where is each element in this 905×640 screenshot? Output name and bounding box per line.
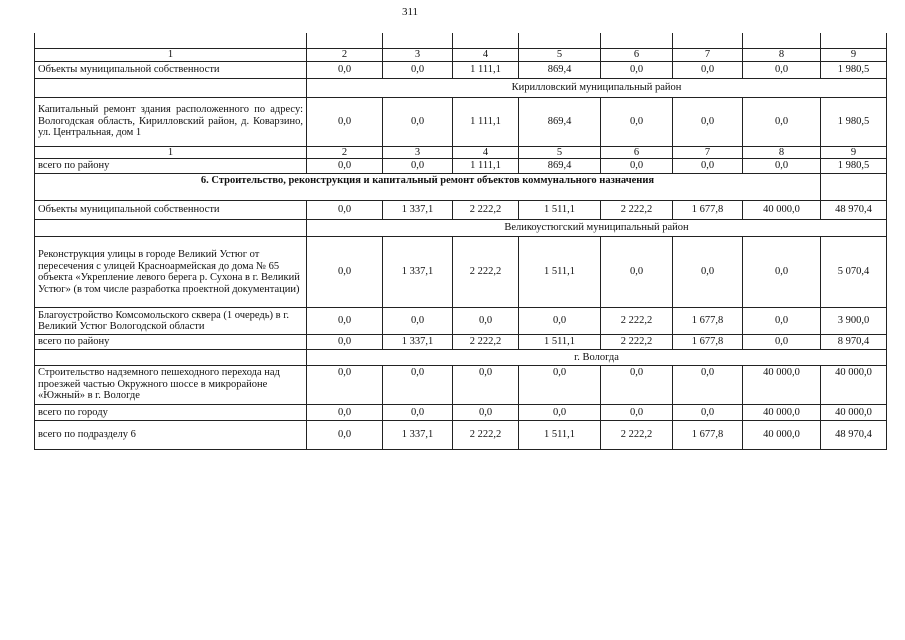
value-cell: 0,0 — [307, 97, 383, 146]
value-cell: 0,0 — [519, 308, 601, 335]
value-cell: 0,0 — [673, 237, 743, 308]
value-cell: 1 337,1 — [383, 201, 453, 220]
value-cell: 2 222,2 — [453, 421, 519, 450]
table-row — [35, 421, 887, 450]
value-cell: 869,4 — [519, 61, 601, 78]
column-number: 6 — [601, 49, 673, 62]
table-row — [35, 366, 887, 405]
column-number: 6 — [601, 146, 673, 159]
value-cell: 0,0 — [519, 405, 601, 421]
table-top-gap — [35, 33, 887, 49]
row-name: Объекты муниципальной собственности — [35, 61, 307, 78]
column-number: 9 — [821, 146, 887, 159]
row-name: всего по району — [35, 159, 307, 174]
value-cell: 2 222,2 — [453, 335, 519, 350]
value-cell: 869,4 — [519, 97, 601, 146]
value-cell: 1 980,5 — [821, 61, 887, 78]
row-name: всего по району — [35, 335, 307, 350]
column-number: 5 — [519, 146, 601, 159]
row-name: Строительство надземного пешеходного перехода над проезжей частью Окружного шоссе в микрорайоне «Южный» в г. Вологде — [35, 366, 307, 405]
value-cell: 40 000,0 — [743, 421, 821, 450]
value-cell: 1 677,8 — [673, 421, 743, 450]
value-cell: 0,0 — [601, 61, 673, 78]
value-cell: 0,0 — [519, 366, 601, 405]
table-row — [35, 237, 887, 308]
value-cell: 1 337,1 — [383, 421, 453, 450]
value-cell: 40 000,0 — [743, 201, 821, 220]
row-name: Капитальный ремонт здания расположенного по адресу: Вологодская область, Кирилловский район, д. Коварзино, ул. Центральная, дом 1 — [35, 97, 307, 146]
value-cell: 0,0 — [307, 421, 383, 450]
table-row — [35, 159, 887, 174]
value-cell: 1 337,1 — [383, 237, 453, 308]
column-number-row — [35, 146, 887, 159]
table-row — [35, 97, 887, 146]
value-cell: 0,0 — [383, 61, 453, 78]
section-heading-row — [35, 174, 887, 201]
value-cell: 0,0 — [307, 308, 383, 335]
value-cell: 1 111,1 — [453, 159, 519, 174]
value-cell: 0,0 — [307, 335, 383, 350]
table-row — [35, 308, 887, 335]
value-cell: 2 222,2 — [453, 237, 519, 308]
column-number: 5 — [519, 49, 601, 62]
column-number: 2 — [307, 49, 383, 62]
value-cell: 0,0 — [601, 366, 673, 405]
value-cell: 3 900,0 — [821, 308, 887, 335]
column-number: 2 — [307, 146, 383, 159]
value-cell: 0,0 — [307, 159, 383, 174]
page-number: 311 — [401, 6, 419, 18]
value-cell: 0,0 — [307, 366, 383, 405]
value-cell: 1 111,1 — [453, 97, 519, 146]
value-cell: 2 222,2 — [601, 335, 673, 350]
value-cell: 0,0 — [307, 61, 383, 78]
column-number: 4 — [453, 146, 519, 159]
value-cell: 0,0 — [743, 308, 821, 335]
value-cell: 48 970,4 — [821, 421, 887, 450]
value-cell: 1 980,5 — [821, 97, 887, 146]
column-number: 1 — [35, 146, 307, 159]
section-6-heading: 6. Строительство, реконструкция и капитальный ремонт объектов коммунального назначения — [35, 174, 821, 201]
value-cell: 0,0 — [673, 61, 743, 78]
row-name: всего по подразделу 6 — [35, 421, 307, 450]
value-cell: 0,0 — [673, 97, 743, 146]
value-cell: 40 000,0 — [821, 405, 887, 421]
value-cell: 40 000,0 — [743, 405, 821, 421]
value-cell: 0,0 — [601, 159, 673, 174]
row-name: Объекты муниципальной собственности — [35, 201, 307, 220]
value-cell: 1 677,8 — [673, 335, 743, 350]
district-heading: Кирилловский муниципальный район — [307, 78, 887, 97]
section-heading-row — [35, 350, 887, 366]
column-number: 8 — [743, 49, 821, 62]
value-cell: 0,0 — [307, 201, 383, 220]
value-cell: 5 070,4 — [821, 237, 887, 308]
value-cell: 8 970,4 — [821, 335, 887, 350]
value-cell: 2 222,2 — [601, 308, 673, 335]
table-row — [35, 335, 887, 350]
value-cell: 0,0 — [453, 405, 519, 421]
value-cell: 1 511,1 — [519, 201, 601, 220]
value-cell: 40 000,0 — [743, 366, 821, 405]
section-heading-row — [35, 78, 887, 97]
value-cell: 0,0 — [383, 405, 453, 421]
table-row — [35, 201, 887, 220]
value-cell: 0,0 — [601, 405, 673, 421]
value-cell: 0,0 — [307, 405, 383, 421]
value-cell: 2 222,2 — [601, 421, 673, 450]
row-name: Благоустройство Комсомольского сквера (1 очередь) в г. Великий Устюг Вологодской области — [35, 308, 307, 335]
value-cell: 2 222,2 — [601, 201, 673, 220]
column-number: 8 — [743, 146, 821, 159]
column-number-row — [35, 49, 887, 62]
value-cell: 0,0 — [743, 61, 821, 78]
value-cell: 0,0 — [383, 366, 453, 405]
column-number: 1 — [35, 49, 307, 62]
value-cell: 0,0 — [673, 159, 743, 174]
column-number: 3 — [383, 146, 453, 159]
value-cell: 2 222,2 — [453, 201, 519, 220]
value-cell: 1 511,1 — [519, 237, 601, 308]
row-name: Реконструкция улицы в городе Великий Устюг от пересечения с улицей Красноармейская до дома № 65 объекта «Укрепление левого берега р. Сухона в г. Великий Устюг» (в том числе разработка проектной документации) — [35, 237, 307, 308]
value-cell: 0,0 — [453, 366, 519, 405]
budget-table — [34, 33, 887, 450]
value-cell: 0,0 — [673, 366, 743, 405]
value-cell: 0,0 — [743, 159, 821, 174]
column-number: 7 — [673, 146, 743, 159]
row-name: всего по городу — [35, 405, 307, 421]
table-row — [35, 61, 887, 78]
value-cell: 0,0 — [307, 237, 383, 308]
city-heading: г. Вологда — [307, 350, 887, 366]
column-number: 3 — [383, 49, 453, 62]
column-number: 4 — [453, 49, 519, 62]
value-cell: 1 677,8 — [673, 308, 743, 335]
value-cell: 0,0 — [673, 405, 743, 421]
table-row — [35, 405, 887, 421]
district-heading: Великоустюгский муниципальный район — [307, 220, 887, 237]
value-cell: 0,0 — [601, 237, 673, 308]
value-cell: 0,0 — [743, 335, 821, 350]
value-cell: 1 111,1 — [453, 61, 519, 78]
value-cell: 0,0 — [453, 308, 519, 335]
value-cell: 0,0 — [743, 97, 821, 146]
value-cell: 0,0 — [743, 237, 821, 308]
value-cell: 1 511,1 — [519, 421, 601, 450]
value-cell: 1 677,8 — [673, 201, 743, 220]
value-cell: 48 970,4 — [821, 201, 887, 220]
value-cell: 1 337,1 — [383, 335, 453, 350]
column-number: 7 — [673, 49, 743, 62]
value-cell: 1 511,1 — [519, 335, 601, 350]
value-cell: 0,0 — [383, 159, 453, 174]
value-cell: 0,0 — [601, 97, 673, 146]
section-heading-row — [35, 220, 887, 237]
value-cell: 1 980,5 — [821, 159, 887, 174]
value-cell: 40 000,0 — [821, 366, 887, 405]
value-cell: 0,0 — [383, 97, 453, 146]
value-cell: 0,0 — [383, 308, 453, 335]
column-number: 9 — [821, 49, 887, 62]
value-cell: 869,4 — [519, 159, 601, 174]
